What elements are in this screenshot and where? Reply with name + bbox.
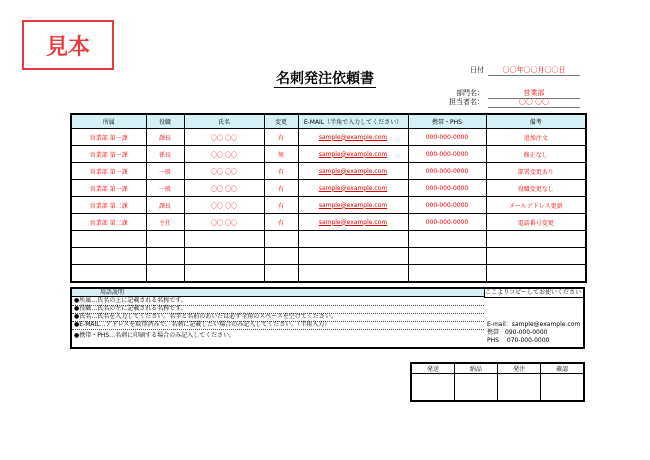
name-cell[interactable] — [184, 231, 264, 248]
date-label: 日付 — [470, 66, 484, 74]
change-cell[interactable] — [264, 248, 298, 265]
approval-deliver-label: 納品 — [454, 363, 497, 374]
position-cell[interactable] — [146, 231, 184, 248]
mobile-cell[interactable]: 000-000-0000 — [408, 146, 486, 163]
position-cell[interactable]: 一般 — [146, 163, 184, 180]
name-cell[interactable]: 〇〇 〇〇 — [184, 197, 264, 214]
table-row — [71, 146, 586, 163]
person-row — [448, 97, 580, 108]
sample-mobile: 携帯 090-000-0000 — [487, 329, 548, 336]
table-row — [71, 163, 586, 180]
change-cell[interactable] — [264, 231, 298, 248]
person-label: 担当者名： — [449, 98, 484, 106]
table-row — [71, 214, 586, 231]
position-cell[interactable] — [146, 248, 184, 265]
affiliation-cell[interactable]: 営業部 第一課 — [71, 180, 146, 197]
table-row — [71, 231, 586, 248]
position-cell[interactable]: 課長 — [146, 197, 184, 214]
remarks-cell[interactable]: メールアドレス更新 — [486, 197, 586, 214]
sample-stamp: 見本 — [22, 20, 114, 70]
position-cell[interactable]: 係長 — [146, 146, 184, 163]
affiliation-cell[interactable]: 営業部 第一課 — [71, 163, 146, 180]
date-row — [448, 65, 580, 76]
position-cell[interactable] — [146, 265, 184, 283]
date-value: 〇〇年〇〇月〇〇日 — [488, 65, 580, 76]
remarks-cell[interactable] — [486, 265, 586, 283]
affiliation-cell[interactable] — [71, 248, 146, 265]
name-cell[interactable]: 〇〇 〇〇 — [184, 163, 264, 180]
header-name: 氏名 — [184, 114, 264, 129]
name-cell[interactable]: 〇〇 〇〇 — [184, 180, 264, 197]
mobile-cell[interactable] — [408, 231, 486, 248]
position-cell[interactable]: 一般 — [146, 180, 184, 197]
position-cell[interactable]: 主任 — [146, 214, 184, 231]
email-cell[interactable] — [298, 248, 408, 265]
copy-hint: ここよりコピーしてお使いください — [485, 289, 581, 296]
email-cell[interactable] — [298, 265, 408, 283]
approval-order-label: 発注 — [498, 363, 541, 374]
name-cell[interactable]: 〇〇 〇〇 — [184, 129, 264, 146]
approval-deliver-box[interactable] — [454, 374, 497, 402]
approval-order-box[interactable] — [498, 374, 541, 402]
mobile-cell[interactable]: 000-000-0000 — [408, 214, 486, 231]
header-affiliation: 所属 — [71, 114, 146, 129]
header-mobile: 携帯・PHS — [408, 114, 486, 129]
affiliation-cell[interactable] — [71, 231, 146, 248]
mobile-cell[interactable]: 000-000-0000 — [408, 180, 486, 197]
approval-confirm-box[interactable] — [541, 374, 584, 402]
email-cell[interactable]: sample@example.com — [298, 197, 408, 214]
affiliation-cell[interactable]: 営業部 第一課 — [71, 129, 146, 146]
table-header-row — [71, 114, 586, 129]
table-row — [71, 129, 586, 146]
remarks-cell[interactable]: 電話番号変更 — [486, 214, 586, 231]
name-cell[interactable]: 〇〇 〇〇 — [184, 146, 264, 163]
table-row — [71, 265, 586, 283]
change-cell[interactable]: 有 — [264, 163, 298, 180]
change-cell[interactable]: 有 — [264, 180, 298, 197]
note-line: ●役職…氏名の左に記載される名称です。 — [72, 305, 484, 314]
affiliation-cell[interactable]: 営業部 第二課 — [71, 197, 146, 214]
note-line: ●携帯・PHS…名刺に印刷する場合のみ記入してください。 — [74, 332, 236, 339]
affiliation-cell[interactable] — [71, 265, 146, 283]
remarks-cell[interactable]: 追加注文 — [486, 129, 586, 146]
terms-notes — [70, 287, 585, 349]
note-line: ●E-MAIL…アドレスを取得済みで、名刺に記載したい場合のみ記入してください。（半角入力） — [72, 321, 484, 330]
email-cell[interactable]: sample@example.com — [298, 129, 408, 146]
header-change: 変更 — [264, 114, 298, 129]
notes-header: 用語説明 — [72, 289, 484, 297]
document-title: 名刺発注依頼書 — [276, 71, 374, 87]
table-row — [71, 248, 586, 265]
remarks-cell[interactable]: 修正なし — [486, 146, 586, 163]
email-cell[interactable]: sample@example.com — [298, 214, 408, 231]
email-cell[interactable] — [298, 231, 408, 248]
mobile-cell[interactable] — [408, 265, 486, 283]
mobile-cell[interactable]: 000-000-0000 — [408, 197, 486, 214]
header-position: 役職 — [146, 114, 184, 129]
name-cell[interactable] — [184, 265, 264, 283]
mobile-cell[interactable]: 000-000-0000 — [408, 129, 486, 146]
change-cell[interactable]: 無 — [264, 146, 298, 163]
sample-email: E-mail：sample@example.com — [487, 321, 581, 328]
table-row — [71, 180, 586, 197]
approval-table — [410, 362, 585, 402]
remarks-cell[interactable] — [486, 248, 586, 265]
email-cell[interactable]: sample@example.com — [298, 146, 408, 163]
mobile-cell[interactable] — [408, 248, 486, 265]
dept-label: 部門名： — [456, 89, 484, 97]
header-remarks: 備考 — [486, 114, 586, 129]
name-cell[interactable] — [184, 248, 264, 265]
approval-ship-box[interactable] — [411, 374, 454, 402]
affiliation-cell[interactable]: 営業部 第二課 — [71, 214, 146, 231]
affiliation-cell[interactable]: 営業部 第一課 — [71, 146, 146, 163]
position-cell[interactable]: 課長 — [146, 129, 184, 146]
note-line: ●所属…氏名の上に記載される名称です。 — [72, 297, 484, 306]
change-cell[interactable]: 有 — [264, 214, 298, 231]
person-value: 〇〇 〇〇 — [488, 97, 580, 108]
sample-phs: PHS 070-000-0000 — [487, 337, 550, 344]
approval-confirm-label: 確認 — [541, 363, 584, 374]
table-row — [71, 197, 586, 214]
note-line: ●氏名…氏名を入力してください。名字と名前のあいだは必ず全角のスペースを空けてください。 — [72, 313, 484, 322]
email-cell[interactable]: sample@example.com — [298, 180, 408, 197]
email-cell[interactable]: sample@example.com — [298, 163, 408, 180]
approval-ship-label: 発送 — [411, 363, 454, 374]
order-table — [70, 113, 587, 283]
remarks-cell[interactable]: 部署変更あり — [486, 163, 586, 180]
dept-value: 営業部 — [488, 88, 580, 99]
name-cell[interactable]: 〇〇 〇〇 — [184, 214, 264, 231]
remarks-cell[interactable] — [486, 231, 586, 248]
change-cell[interactable]: 有 — [264, 129, 298, 146]
mobile-cell[interactable]: 000-000-0000 — [408, 163, 486, 180]
header-email: E-MAIL（半角で入力してください） — [298, 114, 408, 129]
change-cell[interactable]: 有 — [264, 197, 298, 214]
change-cell[interactable] — [264, 265, 298, 283]
remarks-cell[interactable]: 役職変更なし — [486, 180, 586, 197]
